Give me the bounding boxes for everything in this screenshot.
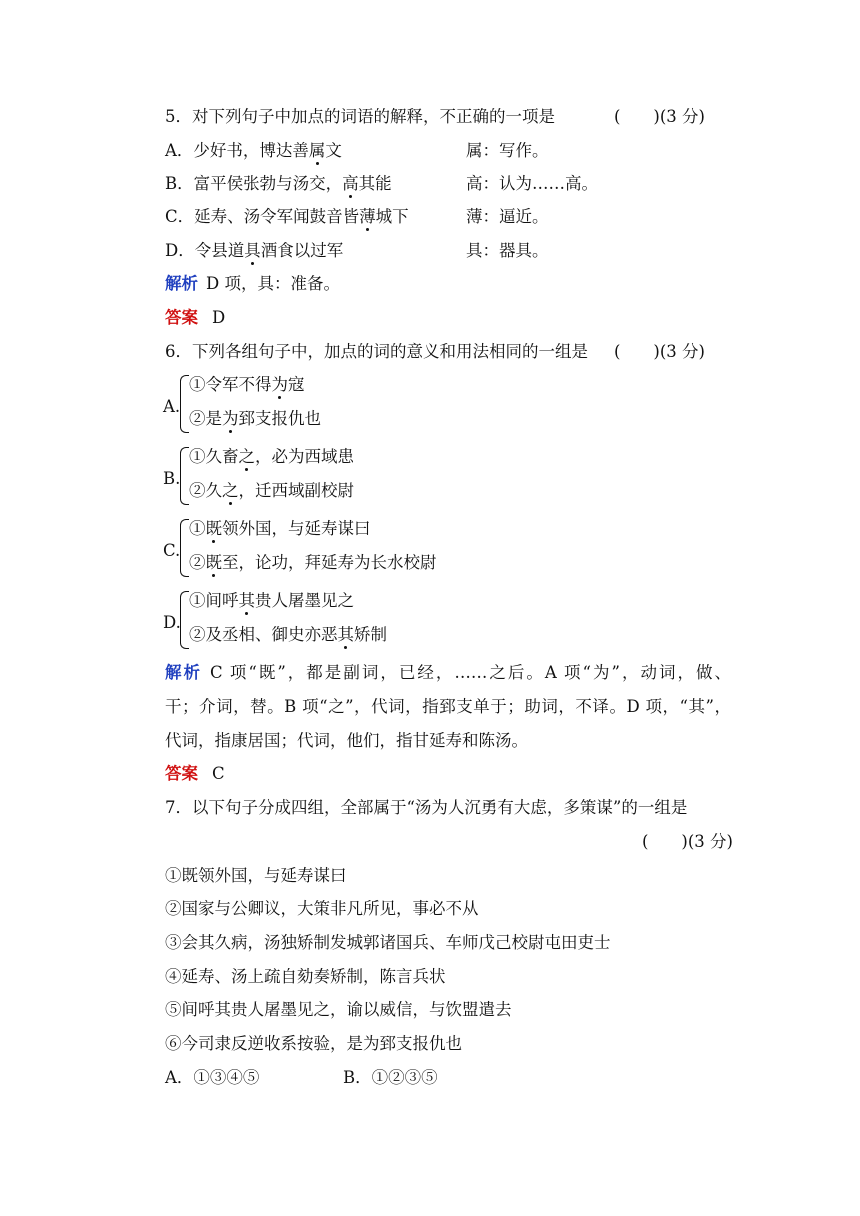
q6-analysis-line-1: 解析 C 项“既”，都是副词，已经，……之后。A 项“为”，动词，做、 <box>165 663 731 682</box>
q7-option-a: A．①③④⑤ <box>165 1068 260 1087</box>
q5-option-d: D．令县道具酒食以过军 <box>165 241 344 260</box>
q5-analysis: 解析 D 项，具：准备。 <box>165 274 340 293</box>
q6-group-b-item-1: ①久畜之，必为西域患 <box>189 447 354 466</box>
answer-label: 答案 <box>165 308 198 327</box>
q7-item-2: ②国家与公卿议，大策非凡所见，事必不从 <box>165 899 479 918</box>
q6-group-d-item-1: ①间呼其贵人屠墨见之 <box>189 591 354 610</box>
q6-score: ( )(3 分) <box>614 342 705 361</box>
analysis-label: 解析 <box>165 274 198 293</box>
q6-analysis-line-3: 代词，指康居国；代词，他们，指甘延寿和陈汤。 <box>165 731 528 750</box>
q6-answer: 答案 C <box>165 764 225 783</box>
q5-option-b: B．富平侯张勃与汤交，高其能 <box>165 174 392 193</box>
brace <box>180 519 189 577</box>
q6-group-c-item-2: ②既至，论功，拜延寿为长水校尉 <box>189 553 437 572</box>
q5-answer: 答案 D <box>165 308 226 327</box>
q7-stem: 7．以下句子分成四组，全部属于“汤为人沉勇有大虑，多策谋”的一组是 <box>165 798 688 817</box>
q6-group-d-item-2: ②及丞相、御史亦恶其矫制 <box>189 625 387 644</box>
q7-item-3: ③会其久病，汤独矫制发城郭诸国兵、车师戊己校尉屯田吏士 <box>165 933 611 952</box>
q7-score: ( )(3 分) <box>642 832 733 851</box>
q5-option-c: C．延寿、汤令军闻鼓音皆薄城下 <box>165 207 409 226</box>
q7-item-1: ①既领外国，与延寿谋曰 <box>165 866 347 885</box>
q6-group-c-label: C. <box>163 541 181 560</box>
analysis-label: 解析 <box>165 663 203 682</box>
q7-item-6: ⑥今司隶反逆收系按验，是为郅支报仇也 <box>165 1034 462 1053</box>
q5-option-b-gloss: 高：认为……高。 <box>466 174 598 193</box>
brace <box>180 375 189 433</box>
brace <box>180 591 189 649</box>
q5-score: ( )(3 分) <box>614 107 705 126</box>
q6-group-b-item-2: ②久之，迁西域副校尉 <box>189 481 354 500</box>
q6-group-b-label: B. <box>163 469 181 488</box>
q7-item-5: ⑤间呼其贵人屠墨见之，谕以威信，与饮盟遣去 <box>165 1000 512 1019</box>
q5-option-d-gloss: 具：器具。 <box>466 241 549 260</box>
brace <box>180 447 189 505</box>
answer-label: 答案 <box>165 764 198 783</box>
q5-option-a: A．少好书，博达善属文 <box>165 141 342 160</box>
q6-group-a-label: A. <box>163 397 181 416</box>
q5-stem: 5．对下列句子中加点的词语的解释，不正确的一项是 <box>165 107 555 126</box>
q5-option-c-gloss: 薄：逼近。 <box>466 207 549 226</box>
q6-stem: 6．下列各组句子中，加点的词的意义和用法相同的一组是 <box>165 342 588 361</box>
q7-option-b: B．①②③⑤ <box>343 1068 438 1087</box>
q7-item-4: ④延寿、汤上疏自劾奏矫制，陈言兵状 <box>165 967 446 986</box>
q6-group-c-item-1: ①既领外国，与延寿谋曰 <box>189 519 371 538</box>
q6-group-a-item-1: ①令军不得为寇 <box>189 375 305 394</box>
q6-group-d-label: D. <box>163 613 181 632</box>
q6-group-a-item-2: ②是为郅支报仇也 <box>189 409 321 428</box>
q5-option-a-gloss: 属：写作。 <box>466 141 549 160</box>
q6-analysis-line-2: 干；介词，替。B 项“之”，代词，指郅支单于；助词，不译。D 项，“其”， <box>165 697 731 716</box>
